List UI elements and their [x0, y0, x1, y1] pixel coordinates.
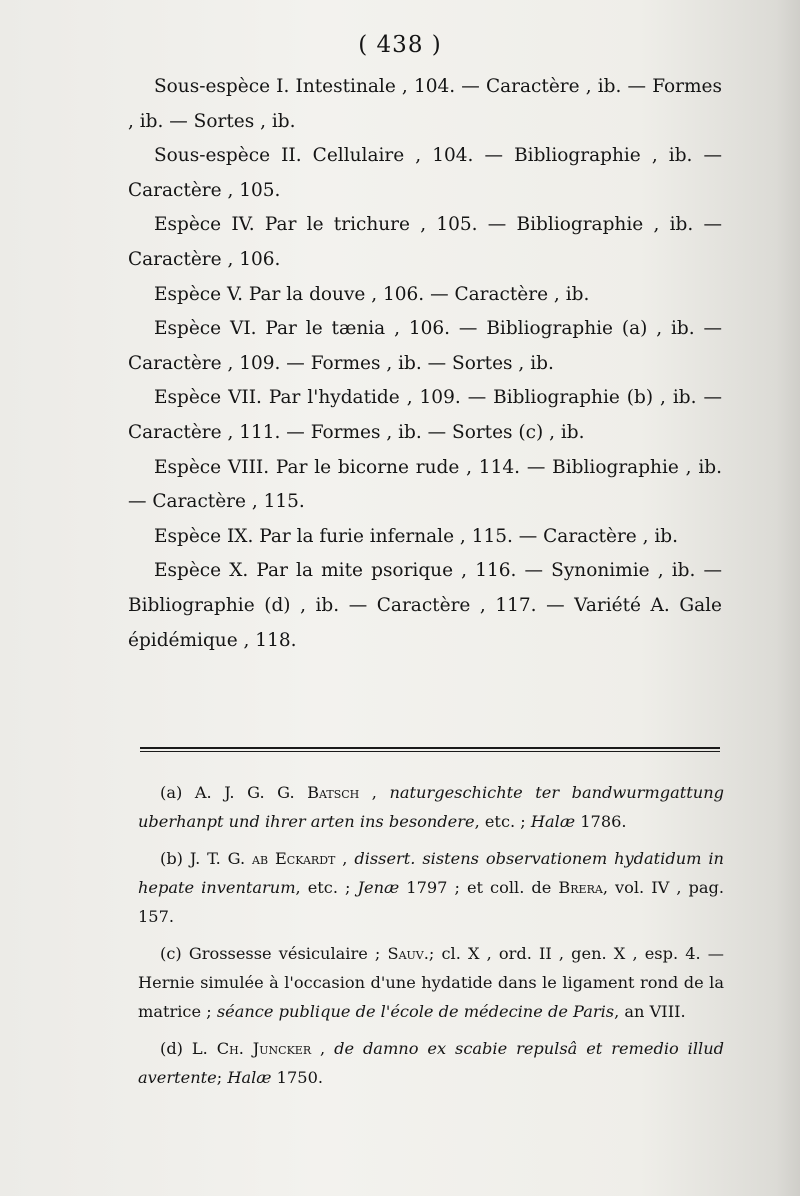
index-entry: Espèce V. Par la douve , 106. — Caractère , ib. [154, 283, 590, 305]
index-entry: Espèce VIII. Par le bicorne rude , 114. — Bibliographie , ib. — Caractère , 115. [128, 456, 722, 513]
footnote-text: ; cl. X , ord. II , gen. X , esp. 4. — Hernie simulée à l'occasion d'une hydatide dans le ligament rond de la matrice ; [138, 944, 724, 1021]
footnotes [138, 778, 724, 1100]
footnote-a: (a) A. J. G. G. Batsch , naturgeschichte ter bandwurmgattung uberhanpt und ihrer arten ins besondere, etc. ; Halæ 1786. [138, 783, 724, 831]
index-entry: Espèce IX. Par la furie infernale , 115. — Caractère , ib. [154, 525, 679, 547]
footnote-coll: Brera [558, 878, 603, 897]
footnote-b: (b) J. T. G. ab Eckardt , dissert. sistens observationem hydatidum in hepate inventarum, etc. ; Jenæ 1797 ; et coll. de Brera, vol. IV , pag. 157. [138, 849, 725, 926]
footnote-year: 1750. [276, 1068, 324, 1087]
footnote-tail: , an VIII. [614, 1002, 686, 1021]
footnote-mark: (b) [160, 849, 183, 868]
footnote-c [138, 939, 724, 1026]
page-number: ( 438 ) [358, 32, 442, 58]
footnote-italic: séance publique de l'école de médecine de Paris [216, 1002, 615, 1021]
footnote-author: A. J. G. G. Batsch [194, 783, 360, 802]
footnote-author: J. T. G. ab Eckardt [189, 849, 336, 868]
index-entry: Sous-espèce I. Intestinale , 104. — Caractère , ib. — Formes , ib. — Sortes , ib. [128, 76, 722, 132]
index-entries [128, 70, 722, 658]
footnote-tail: , vol. IV , pag. 157. [138, 878, 725, 926]
footnote-title: dissert. sistens observationem hydatidum in hepate inventarum [138, 849, 724, 897]
footnote-rest: , etc. ; [295, 878, 351, 897]
index-entry: Espèce X. Par la mite psorique , 116. — Synonimie , ib. — Bibliographie (d) , ib. — Caractère , 117. — Variété A. Gale épidémique , 118. [128, 560, 722, 651]
footnote-text: Grossesse vésiculaire ; [188, 944, 381, 963]
footnote-mark: (d) [160, 1039, 183, 1058]
footnote-place: Jenæ [357, 878, 400, 897]
footnote-year: 1786. [580, 812, 627, 831]
footnote-author: L. Ch. Juncker [191, 1039, 312, 1058]
footnote-separator [140, 747, 720, 752]
footnote-rest: , etc. ; [474, 812, 526, 831]
footnote-sauv: Sauv. [387, 944, 429, 963]
footnote-place: Halæ [227, 1068, 272, 1087]
footnote-mark: (a) [160, 783, 183, 802]
index-entry: Espèce VI. Par le tænia , 106. — Bibliographie (a) , ib. — Caractère , 109. — Formes , ib. — Sortes , ib. [128, 318, 722, 374]
index-entry: Espèce VII. Par l'hydatide , 109. — Bibliographie (b) , ib. — Caractère , 111. — Formes , ib. — Sortes (c) , ib. [128, 387, 722, 443]
footnote-title: de damno ex scabie repulsâ et remedio illud avertente [138, 1039, 724, 1087]
footnote-mark: (c) [160, 944, 182, 963]
index-entry: Espèce IV. Par le trichure , 105. — Bibliographie , ib. — Caractère , 106. [128, 214, 722, 270]
footnote-d: (d) L. Ch. Juncker , de damno ex scabie repulsâ et remedio illud avertente; Halæ 1750. [138, 1039, 724, 1087]
footnote-rest: ; [216, 1068, 223, 1087]
footnote-place: Halæ [530, 812, 576, 831]
footnote-title: naturgeschichte ter bandwurmgattung uberhanpt und ihrer arten ins besondere [138, 783, 724, 831]
footnote-year: 1797 ; et coll. de [406, 878, 552, 897]
index-entry: Sous-espèce II. Cellulaire , 104. — Bibliographie , ib. — Caractère , 105. [128, 145, 722, 201]
